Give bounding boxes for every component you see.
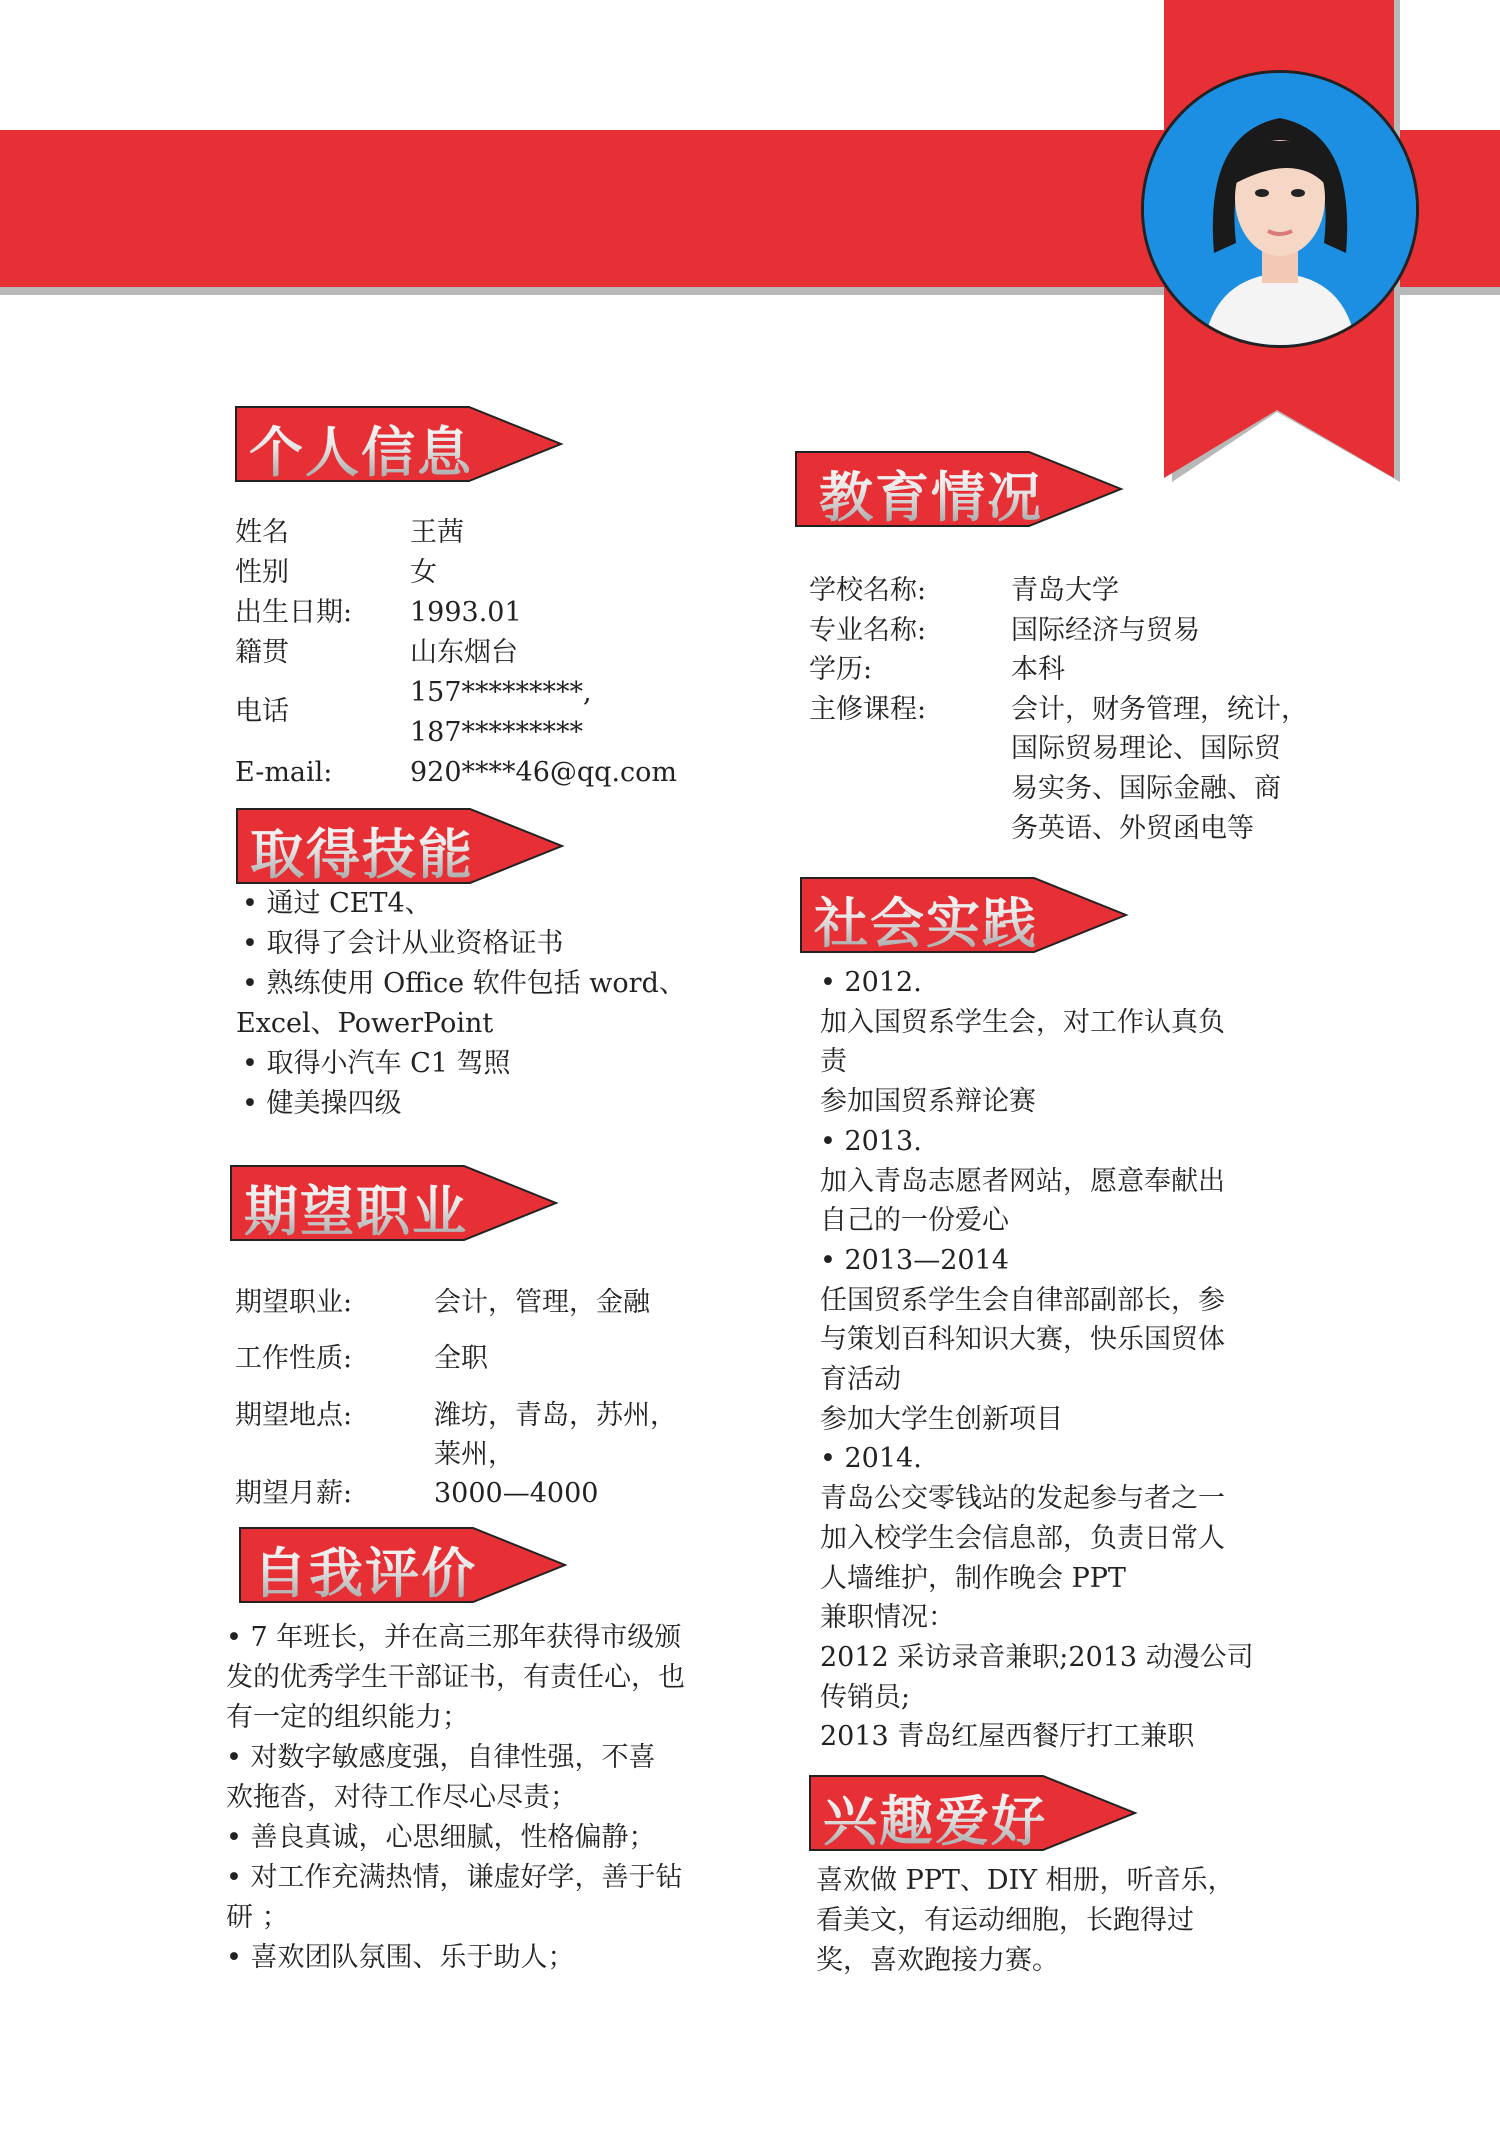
- text-line: 青岛公交零钱站的发起参与者之一: [820, 1483, 1225, 1515]
- field-label: 姓名: [235, 517, 289, 548]
- list-item: • 取得了会计从业资格证书: [242, 928, 564, 959]
- field-label: 性别: [235, 557, 289, 588]
- field-label: 期望地点:: [235, 1400, 353, 1431]
- field-value: 本科: [1011, 654, 1065, 685]
- field-label: 工作性质:: [235, 1343, 353, 1374]
- field-value: 1993.01: [410, 597, 522, 628]
- field-label: 学校名称:: [809, 575, 927, 606]
- field-value: 3000—4000: [434, 1478, 599, 1509]
- field-value: 莱州，: [434, 1439, 515, 1470]
- text-line: 有一定的组织能力；: [226, 1702, 469, 1733]
- field-label: 期望月薪:: [235, 1478, 353, 1509]
- section-title: 个人信息: [249, 410, 473, 487]
- section-title: 期望职业: [244, 1169, 468, 1246]
- section-header-education: [795, 451, 1125, 527]
- section-header-self-eval: [239, 1527, 569, 1603]
- text-line: • 对数字敏感度强，自律性强，不喜: [226, 1742, 656, 1773]
- text-line: 奖，喜欢跑接力赛。: [816, 1945, 1059, 1976]
- section-header-personal: [235, 406, 565, 482]
- text-line: 看美文，有运动细胞，长跑得过: [816, 1905, 1194, 1936]
- section-title: 教育情况: [819, 455, 1043, 532]
- field-value: 山东烟台: [410, 637, 518, 668]
- field-value: 国际经济与贸易: [1011, 615, 1200, 646]
- text-line: • 善良真诚，心思细腻，性格偏静；: [226, 1822, 656, 1853]
- skills-list: [236, 884, 686, 1124]
- section-header-career: [230, 1165, 560, 1241]
- field-value: 女: [410, 557, 437, 588]
- text-line: 责: [820, 1046, 847, 1078]
- field-label: 出生日期:: [235, 597, 353, 628]
- list-item: • 取得小汽车 C1 驾照: [242, 1048, 511, 1079]
- field-value: 会计，管理，金融: [434, 1287, 650, 1318]
- text-line: 2013 青岛红屋西餐厅打工兼职: [820, 1721, 1195, 1753]
- self-eval-list: [226, 1618, 685, 1978]
- text-line: 人墙维护，制作晚会 PPT: [820, 1562, 1126, 1594]
- field-label: 电话: [235, 696, 289, 727]
- text-line: 加入国贸系学生会，对工作认真负: [820, 1006, 1225, 1038]
- text-line: • 2012.: [820, 967, 922, 998]
- field-value: 潍坊，青岛，苏州，: [434, 1400, 677, 1431]
- list-item: • 健美操四级: [242, 1088, 402, 1119]
- section-header-practice: [800, 877, 1130, 953]
- text-line: 传销员;: [820, 1681, 911, 1713]
- text-line: 加入校学生会信息部，负责日常人: [820, 1522, 1225, 1554]
- field-value: 全职: [434, 1343, 488, 1374]
- practice-list: [820, 963, 1254, 1757]
- text-line: 兼职情况：: [820, 1602, 955, 1634]
- field-value: 920****46@qq.com: [410, 757, 678, 788]
- field-value: 187*********: [410, 717, 584, 748]
- text-line: 自己的一份爱心: [820, 1205, 1009, 1237]
- field-value: 国际贸易理论、国际贸: [1011, 733, 1281, 764]
- field-value: 王茜: [410, 517, 464, 548]
- text-line: 2012 采访录音兼职;2013 动漫公司: [820, 1641, 1254, 1673]
- field-label: E-mail:: [235, 757, 333, 788]
- field-value: 青岛大学: [1011, 575, 1119, 606]
- section-title: 兴趣爱好: [823, 1779, 1047, 1856]
- text-line: • 喜欢团队氛围、乐于助人；: [226, 1942, 575, 1973]
- text-line: 研 ；: [226, 1902, 289, 1933]
- field-label: 期望职业:: [235, 1287, 353, 1318]
- section-header-skills: [236, 808, 566, 884]
- text-line: 参加大学生创新项目: [820, 1403, 1063, 1435]
- section-header-hobbies: [809, 1775, 1139, 1851]
- field-value: 易实务、国际金融、商: [1011, 773, 1281, 804]
- text-line: 加入青岛志愿者网站，愿意奉献出: [820, 1165, 1225, 1197]
- hobbies-text: [816, 1861, 1235, 1981]
- text-line: 发的优秀学生干部证书，有责任心，也: [226, 1662, 685, 1693]
- field-value: 157*********,: [410, 677, 592, 708]
- profile-photo: [1141, 70, 1419, 348]
- text-line: • 2013.: [820, 1125, 922, 1157]
- text-line: 喜欢做 PPT、DIY 相册，听音乐，: [816, 1865, 1235, 1896]
- text-line: 育活动: [820, 1364, 901, 1396]
- field-label: 专业名称:: [809, 615, 927, 646]
- text-line: • 2013—2014: [820, 1244, 1009, 1276]
- text-line: 任国贸系学生会自律部副部长，参: [820, 1284, 1225, 1316]
- field-label: 学历:: [809, 654, 873, 685]
- text-line: 欢拖沓，对待工作尽心尽责；: [226, 1782, 577, 1813]
- field-value: 会计，财务管理，统计，: [1011, 694, 1308, 725]
- text-line: • 7 年班长，并在高三那年获得市级颁: [226, 1622, 682, 1653]
- list-item: • 熟练使用 Office 软件包括 word、: [242, 968, 686, 999]
- text-line: 与策划百科知识大赛，快乐国贸体: [820, 1324, 1225, 1356]
- field-value: 务英语、外贸函电等: [1011, 813, 1254, 844]
- section-title: 自我评价: [253, 1531, 477, 1608]
- field-label: 籍贯: [235, 637, 289, 668]
- list-item: Excel、PowerPoint: [236, 1008, 494, 1039]
- section-title: 社会实践: [814, 881, 1038, 958]
- person-portrait-icon: [1144, 73, 1416, 345]
- section-title: 取得技能: [250, 812, 474, 889]
- text-line: • 对工作充满热情，谦虚好学，善于钻: [226, 1862, 683, 1893]
- list-item: • 通过 CET4、: [242, 888, 432, 919]
- text-line: 参加国贸系辩论赛: [820, 1086, 1036, 1118]
- text-line: • 2014.: [820, 1443, 922, 1475]
- field-label: 主修课程:: [809, 694, 927, 725]
